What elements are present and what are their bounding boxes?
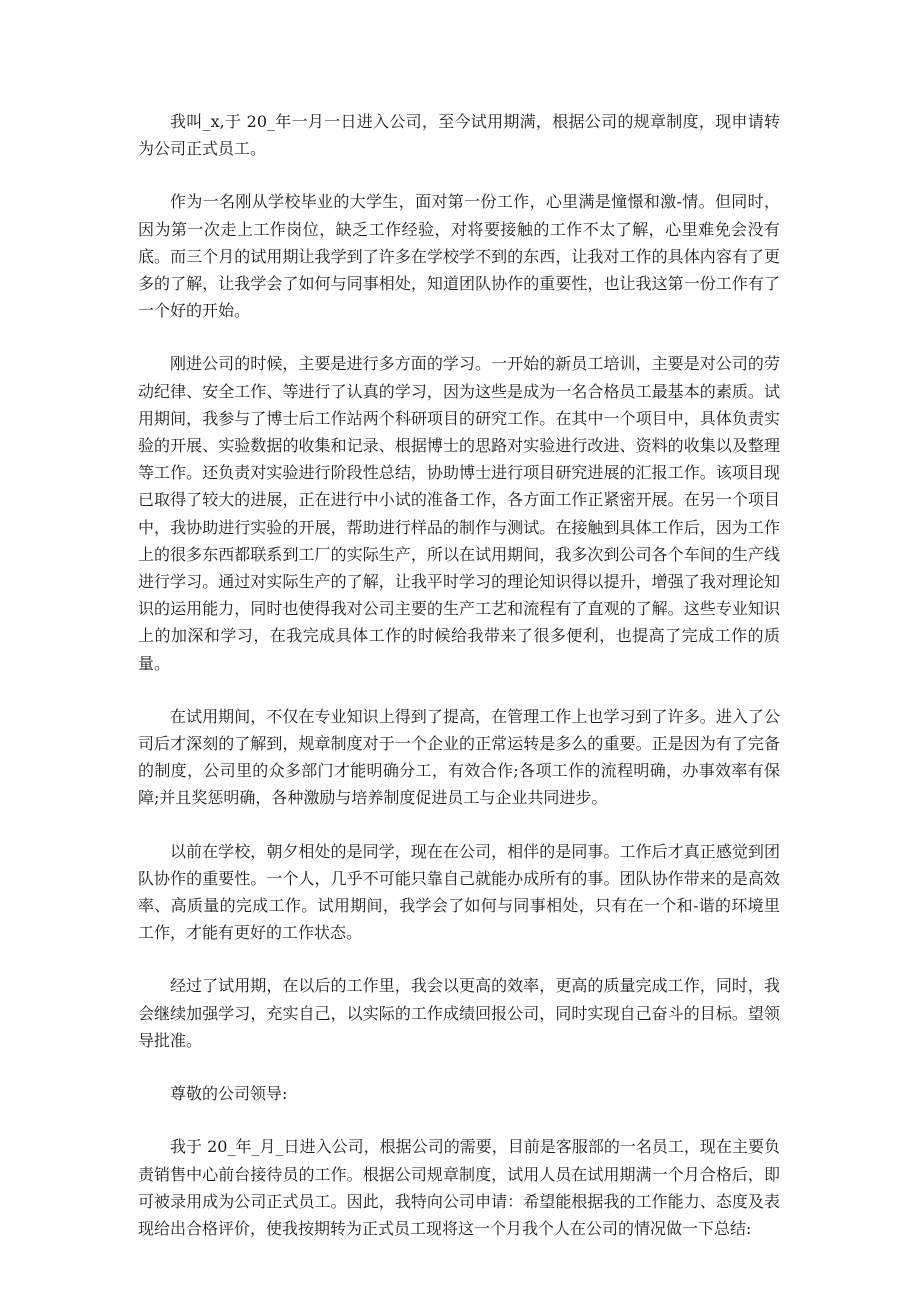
paragraph-learning: 刚进公司的时候，主要是进行多方面的学习。一开始的新员工培训，主要是对公司的劳动纪律、安全工作、等进行了认真的学习，因为这些是成为一名合格员工最基本的素质。试用期间，我参与了博士后工作站两个科研项目的研究工作。在其中一个项目中，具体负责实验的开展、实验数据的收集和记录、根据博士的思路对实验进行改进、资料的收集以及整理等工作。还负责对实验进行阶段性总结，协助博士进行项目研究进展的汇报工作。该项目现已取得了较大的进展，正在进行中小试的准备工作，各方面工作正紧密开展。在另一个项目中，我协助进行实验的开展，帮助进行样品的制作与测试。在接触到具体工作后，因为工作上的很多东西都联系到工厂的实际生产，所以在试用期间，我多次到公司各个车间的生产线进行学习。通过对实际生产的了解，让我平时学习的理论知识得以提升，增强了我对理论知识的运用能力，同时也使得我对公司主要的生产工艺和流程有了直观的了解。这些专业知识上的加深和学习，在我完成具体工作的时候给我带来了很多便利，也提高了完成工作的质量。 [138,354,780,673]
paragraph-intro: 我叫_x,于 20_年一月一日进入公司，至今试用期满，根据公司的规章制度，现申请转为公司正式员工。 [138,112,780,159]
paragraph-second-application: 我于 20_年_月_日进入公司，根据公司的需要，目前是客服部的一名员工，现在主要负责销售中心前台接待员的工作。根据公司规章制度，试用人员在试用期满一个月合格后，即可被录用成为公司正式员工。因此，我特向公司申请：希望能根据我的工作能力、态度及表现给出合格评价，使我按期转为正式员工现将这一个月我个人在公司的情况做一下总结: [138,1137,780,1238]
document-page [138,108,780,1242]
paragraph-conclusion: 经过了试用期，在以后的工作里，我会以更高的效率，更高的质量完成工作，同时，我会继续加强学习，充实自己，以实际的工作成绩回报公司，同时实现自己奋斗的目标。望领导批准。 [138,976,780,1050]
paragraph-salutation: 尊敬的公司领导: [170,1084,288,1104]
paragraph-teamwork: 以前在学校，朝夕相处的是同学，现在在公司，相伴的是同事。工作后才真正感觉到团队协作的重要性。一个人，几乎不可能只靠自己就能办成所有的事。团队协作带来的是高效率、高质量的完成工作。试用期间，我学会了如何与同事相处，只有在一个和-谐的环境里工作，才能有更好的工作状态。 [138,841,780,943]
paragraph-management: 在试用期间，不仅在专业知识上得到了提高，在管理工作上也学习到了许多。进入了公司后才深刻的了解到，规章制度对于一个企业的正常运转是多么的重要。正是因为有了完备的制度，公司里的众多部门才能明确分工，有效合作;各项工作的流程明确，办事效率有保障;并且奖惩明确，各种激励与培养制度促进员工与企业共同进步。 [138,706,780,808]
paragraph-graduate: 作为一名刚从学校毕业的大学生，面对第一份工作，心里满是憧憬和激-情。但同时，因为第一次走上工作岗位，缺乏工作经验，对将要接触的工作不太了解，心里难免会没有底。而三个月的试用期让我学到了许多在学校学不到的东西，让我对工作的具体内容有了更多的了解，让我学会了如何与同事相处，知道团队协作的重要性，也让我这第一份工作有了一个好的开始。 [138,192,780,321]
